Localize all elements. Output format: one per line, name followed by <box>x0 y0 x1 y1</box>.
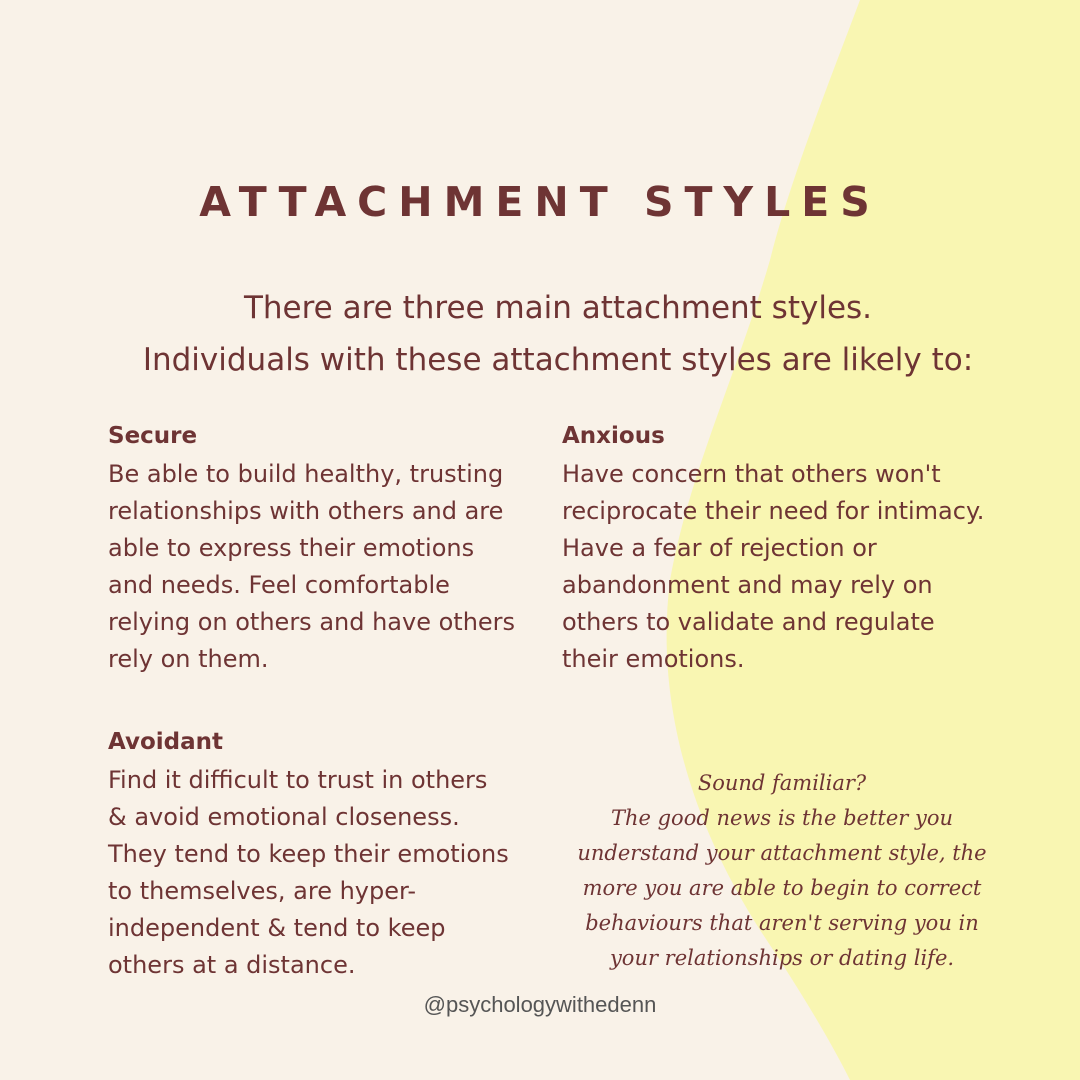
anxious-line: reciprocate their need for intimacy. <box>562 497 985 525</box>
avoidant-line: independent & tend to keep <box>108 914 446 942</box>
secure-section <box>108 420 558 678</box>
quote-line: Sound familiar? <box>697 771 867 795</box>
secure-line: able to express their emotions <box>108 534 475 562</box>
secure-line: rely on them. <box>108 645 269 673</box>
quote-line: behaviours that aren't serving you in <box>585 911 979 935</box>
avoidant-heading: Avoidant <box>108 729 224 755</box>
secure-description <box>108 456 558 678</box>
intro-text <box>0 282 1080 386</box>
avoidant-line: others at a distance. <box>108 951 356 979</box>
anxious-line: their emotions. <box>562 645 745 673</box>
anxious-line: Have a fear of rejection or <box>562 534 877 562</box>
secure-heading: Secure <box>108 423 198 449</box>
avoidant-line: They tend to keep their emotions <box>108 840 509 868</box>
page-title: ATTACHMENT STYLES <box>199 178 881 226</box>
anxious-line: Have concern that others won't <box>562 460 941 488</box>
social-handle: @psychologywithedenn <box>423 992 657 1017</box>
secure-line: Be able to build healthy, trusting <box>108 460 504 488</box>
secure-line: relationships with others and are <box>108 497 504 525</box>
anxious-section <box>562 420 1062 678</box>
avoidant-section <box>108 726 558 984</box>
secure-line: and needs. Feel comfortable <box>108 571 450 599</box>
secure-line: relying on others and have others <box>108 608 516 636</box>
closing-quote <box>572 766 992 976</box>
quote-line: The good news is the better you <box>610 806 954 830</box>
anxious-description <box>562 456 1062 678</box>
avoidant-line: Find it difficult to trust in others <box>108 766 488 794</box>
anxious-heading: Anxious <box>562 423 665 449</box>
quote-line: your relationships or dating life. <box>609 946 955 970</box>
quote-line: more you are able to begin to correct <box>582 876 982 900</box>
avoidant-description <box>108 762 558 984</box>
avoidant-line: & avoid emotional closeness. <box>108 803 460 831</box>
anxious-line: others to validate and regulate <box>562 608 935 636</box>
quote-line: understand your attachment style, the <box>577 841 987 865</box>
anxious-line: abandonment and may rely on <box>562 571 933 599</box>
intro-line-2: Individuals with these attachment styles are likely to: <box>142 342 974 378</box>
intro-line-1: There are three main attachment styles. <box>243 290 873 326</box>
avoidant-line: to themselves, are hyper- <box>108 877 417 905</box>
